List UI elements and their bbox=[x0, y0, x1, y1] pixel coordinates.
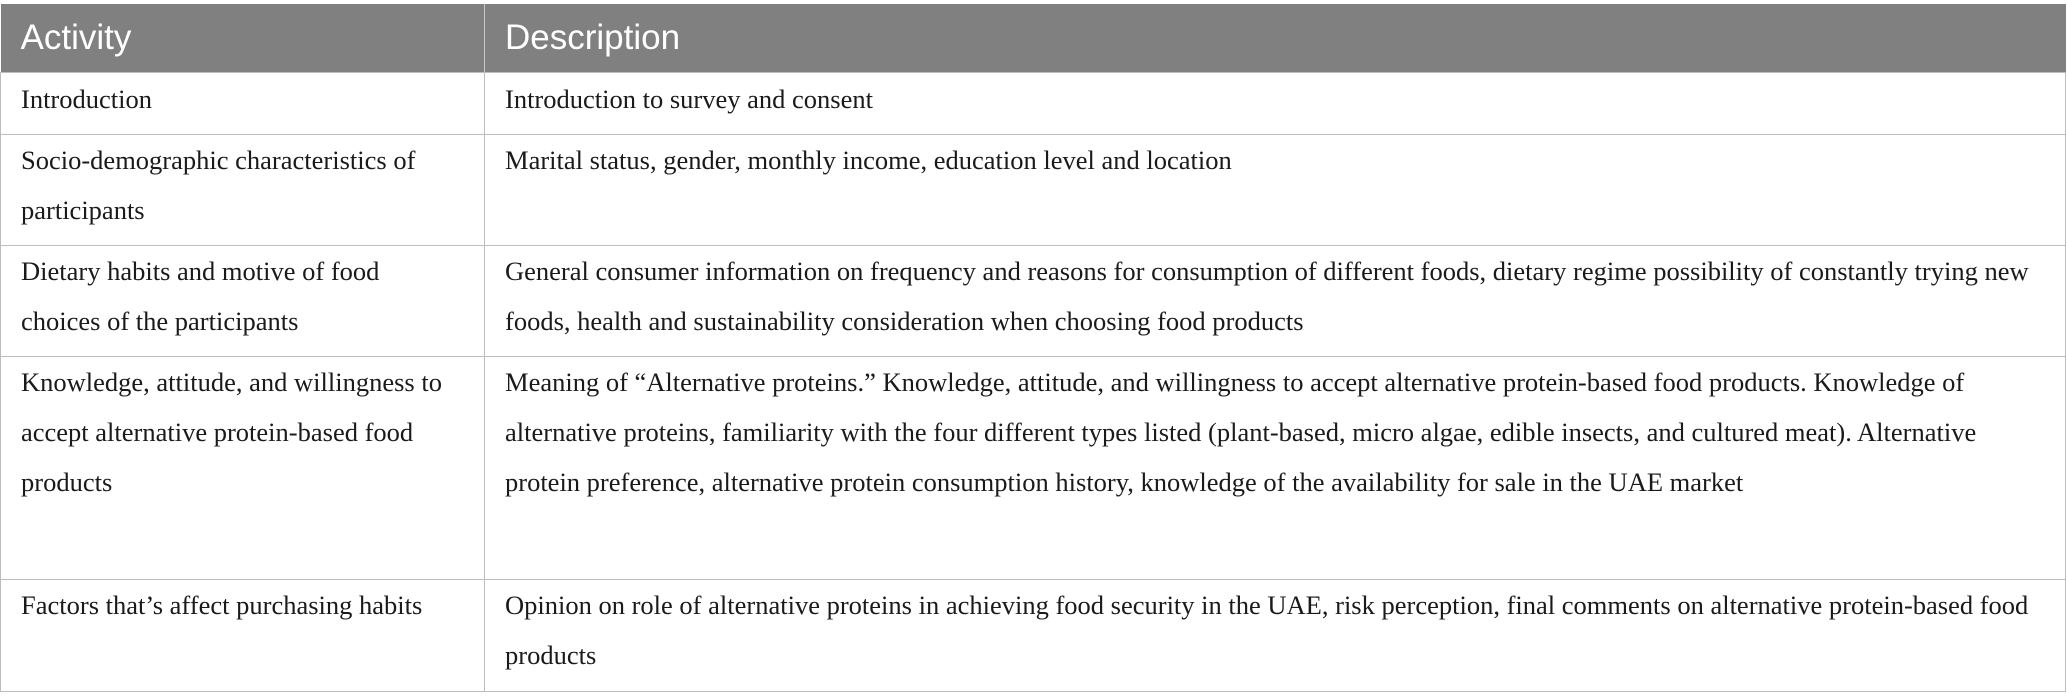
activity-cell: Introduction bbox=[1, 73, 485, 135]
description-cell: Opinion on role of alternative proteins in achieving food security in the UAE, risk perception, final comments on alternative protein-based food products bbox=[485, 580, 2066, 692]
table-row bbox=[1, 357, 2066, 580]
survey-structure-table-container bbox=[0, 4, 2065, 692]
description-cell: Marital status, gender, monthly income, education level and location bbox=[485, 135, 2066, 246]
description-cell: General consumer information on frequency and reasons for consumption of different foods, dietary regime possibility of constantly trying new foods, health and sustainability consideration when choosing food products bbox=[485, 246, 2066, 357]
table-header bbox=[1, 4, 2066, 73]
activity-cell: Dietary habits and motive of food choices of the participants bbox=[1, 246, 485, 357]
column-header-description: Description bbox=[485, 4, 2066, 73]
table-row bbox=[1, 135, 2066, 246]
activity-cell: Socio-demographic characteristics of participants bbox=[1, 135, 485, 246]
table-row bbox=[1, 73, 2066, 135]
survey-structure-table bbox=[0, 4, 2066, 692]
description-cell: Introduction to survey and consent bbox=[485, 73, 2066, 135]
activity-cell: Knowledge, attitude, and willingness to accept alternative protein-based food products bbox=[1, 357, 485, 580]
table-row bbox=[1, 580, 2066, 692]
column-header-activity: Activity bbox=[1, 4, 485, 73]
header-row bbox=[1, 4, 2066, 73]
activity-cell: Factors that’s affect purchasing habits bbox=[1, 580, 485, 692]
description-cell: Meaning of “Alternative proteins.” Knowledge, attitude, and willingness to accept alternative protein-based food products. Knowledge of alternative proteins, familiarity with the four different types listed (plant-based, micro algae, edible insects, and cultured meat). Alternative protein preference, alternative protein consumption history, knowledge of the availability for sale in the UAE market bbox=[485, 357, 2066, 580]
table-row bbox=[1, 246, 2066, 357]
table-body bbox=[1, 73, 2066, 692]
